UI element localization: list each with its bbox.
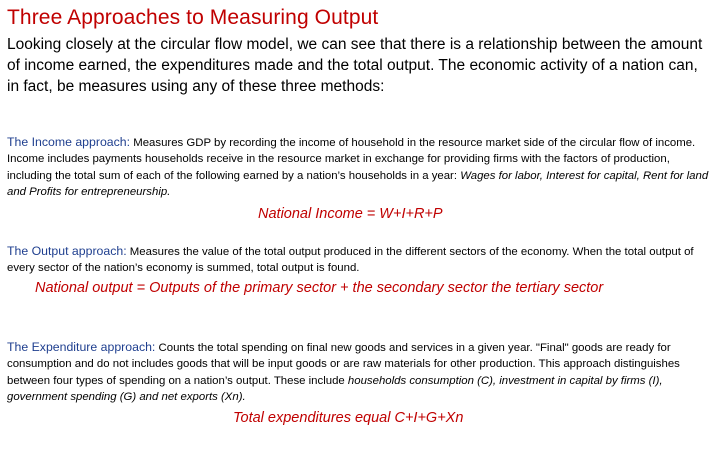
expenditure-approach-text: Counts the total spending on final new goods and services in a given year. "Final" goods are ready for consumption and do not includes goods that will be input goods or are raw materials for other production. This approach distinguishes between four types of spending on a nation’s output. These include <box>7 342 680 387</box>
income-approach-heading: The Income approach: <box>7 135 131 149</box>
expenditure-formula: Total expenditures equal C+I+G+Xn <box>233 410 464 426</box>
expenditure-approach-italic-text: households consumption (C), investment in capital by firms (I), government spending (G) and net exports (Xn). <box>7 374 663 403</box>
expenditure-approach-heading: The Expenditure approach: <box>7 340 156 354</box>
intro-paragraph: Looking closely at the circular flow model, we can see that there is a relationship between the amount of income earned, the expenditures made and the total output. The economic activity of a nation can, in fact, be measures using any of these three methods: <box>7 36 703 95</box>
expenditure-approach-paragraph <box>7 339 715 405</box>
output-approach-text: Measures the value of the total output produced in the different sectors of the economy. When the total output of every sector of the nation’s economy is summed, total output is found. <box>7 246 694 275</box>
output-approach-paragraph <box>7 243 715 277</box>
output-formula: National output = Outputs of the primary sector + the secondary sector the tertiary sector <box>35 280 604 296</box>
income-formula: National Income = W+I+R+P <box>258 206 443 222</box>
output-approach-heading: The Output approach: <box>7 244 127 258</box>
income-approach-text: Measures GDP by recording the income of household in the resource market side of the circular flow of income. Income includes payments households receive in the resource market in exchange for providing firms with the factors of production, including the total sum of each of the following earned by a nation’s households in a year: <box>7 137 696 182</box>
income-approach-italic-text: Wages for labor, Interest for capital, Rent for land and Profits for entrepreneurship. <box>7 169 709 198</box>
income-approach-paragraph <box>7 134 715 200</box>
page-title: Three Approaches to Measuring Output <box>7 6 379 29</box>
